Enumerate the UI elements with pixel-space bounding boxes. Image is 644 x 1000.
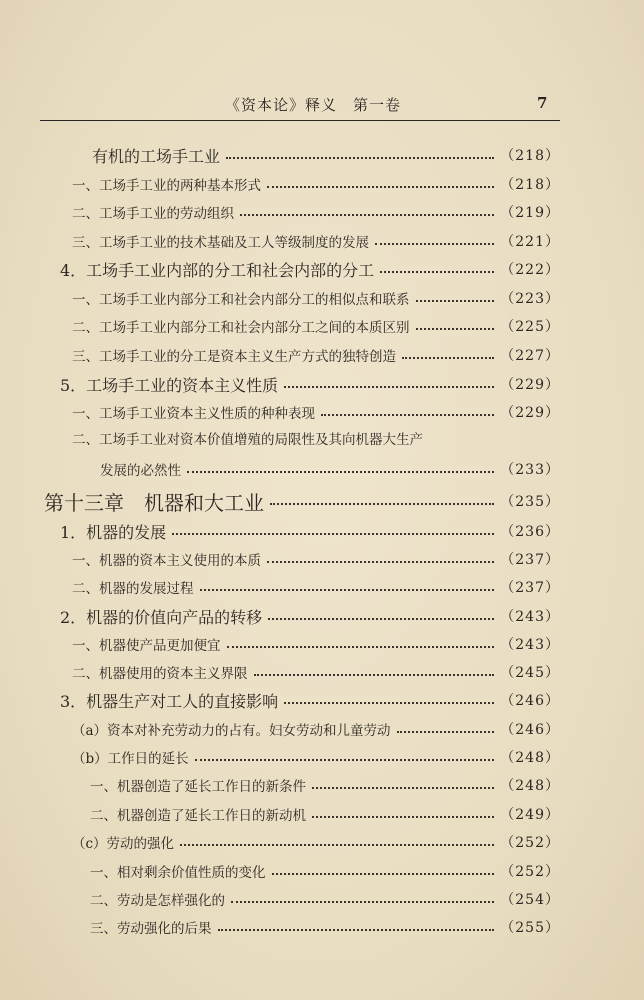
leader-dots — [416, 328, 495, 330]
toc-entry-label: 二、工场手工业内部分工和社会内部分工之间的本质区别 — [72, 320, 410, 336]
toc-entry[interactable] — [60, 256, 560, 282]
toc-entry-page: （243） — [500, 609, 560, 625]
toc-entry-label: 4．工场手工业内部的分工和社会内部的分工 — [60, 260, 375, 280]
toc-entry[interactable] — [72, 659, 560, 685]
toc-entry-label: 一、工场手工业内部分工和社会内部分工的相似点和联系 — [72, 292, 410, 308]
toc-entry-page: （218） — [500, 177, 560, 193]
leader-dots — [270, 503, 494, 505]
toc-entry[interactable] — [100, 456, 560, 482]
toc-entry[interactable] — [72, 631, 560, 657]
toc-entry[interactable] — [72, 716, 560, 742]
toc-entry-label: 有机的工场手工业 — [92, 146, 221, 166]
toc-entry-label: （b）工作日的延长 — [72, 751, 189, 767]
toc-entry-page: （225） — [500, 319, 560, 335]
toc-entry[interactable] — [72, 285, 560, 311]
leader-dots — [267, 561, 494, 563]
toc-entry-label: 一、相对剩余价值性质的变化 — [90, 865, 266, 881]
toc-entry-label: 二、机器的发展过程 — [72, 581, 194, 597]
leader-dots — [402, 357, 494, 359]
toc-entry-page: （246） — [500, 693, 560, 709]
toc-entry-label: 三、工场手工业的分工是资本主义生产方式的独特创造 — [72, 349, 396, 365]
toc-entry-label: 二、工场手工业的劳动组织 — [72, 206, 234, 222]
toc-entry[interactable] — [72, 228, 560, 254]
toc-entry[interactable] — [72, 313, 560, 339]
page-number: 7 — [537, 94, 548, 112]
leader-dots — [321, 414, 494, 416]
toc-entry-page: （248） — [500, 778, 560, 794]
toc-entry-page: （248） — [500, 750, 560, 766]
toc-entry-page: （252） — [500, 835, 560, 851]
toc-entry-page: （246） — [500, 722, 560, 738]
leader-dots — [226, 157, 494, 159]
leader-dots — [312, 787, 494, 789]
toc-entry[interactable] — [72, 744, 560, 770]
leader-dots — [231, 901, 494, 903]
leader-dots — [200, 589, 495, 591]
leader-dots — [272, 873, 495, 875]
toc-entry-page: （237） — [500, 552, 560, 568]
toc-entry-label: 二、机器创造了延长工作日的新动机 — [90, 808, 306, 824]
toc-entry-page: （223） — [500, 291, 560, 307]
toc-entry-page: （245） — [500, 665, 560, 681]
running-title: 《资本论》释义 第一卷 — [225, 96, 402, 114]
toc-entry-page: （221） — [500, 234, 560, 250]
toc-entry-label: 一、工场手工业的两种基本形式 — [72, 178, 261, 194]
leader-dots — [187, 471, 494, 473]
toc-entry-label: 一、机器的资本主义使用的本质 — [72, 553, 261, 569]
toc-entry[interactable] — [60, 518, 560, 544]
toc-entry-page: （229） — [500, 377, 560, 393]
toc-entry-page: （236） — [500, 524, 560, 540]
toc-entry[interactable] — [72, 342, 560, 368]
toc-entry-page: （219） — [500, 205, 560, 221]
toc-entry-page: （218） — [500, 148, 560, 164]
toc-entry[interactable] — [92, 142, 560, 168]
leader-dots — [268, 618, 494, 620]
toc-entry[interactable] — [60, 371, 560, 397]
toc-entry-page: （235） — [500, 494, 560, 510]
toc-chapter-entry[interactable] — [44, 488, 560, 514]
toc-entry-page: （254） — [500, 892, 560, 908]
leader-dots — [218, 929, 495, 931]
leader-dots — [312, 816, 494, 818]
toc-entry-label: 第十三章 机器和大工业 — [44, 490, 264, 515]
leader-dots — [380, 271, 494, 273]
toc-entry-label: （a）资本对补充劳动力的占有。妇女劳动和儿童劳动 — [72, 723, 391, 739]
toc-entry-label: 一、工场手工业资本主义性质的种种表现 — [72, 406, 315, 422]
leader-dots — [284, 386, 494, 388]
leader-dots — [254, 674, 495, 676]
leader-dots — [267, 186, 494, 188]
toc-entry-page: （252） — [500, 864, 560, 880]
toc-entry[interactable] — [72, 199, 560, 225]
toc-entry[interactable] — [90, 801, 560, 827]
leader-dots — [284, 702, 494, 704]
toc-entry-multiline-first[interactable]: 二、工场手工业对资本价值增殖的局限性及其向机器大生产 — [72, 432, 423, 448]
toc-entry-label: 2．机器的价值向产品的转移 — [60, 607, 263, 627]
toc-entry[interactable] — [90, 772, 560, 798]
toc-entry-label: 三、劳动强化的后果 — [90, 921, 212, 937]
leader-dots — [172, 533, 494, 535]
toc-entry[interactable] — [72, 546, 560, 572]
toc-entry-label: （c）劳动的强化 — [72, 836, 175, 852]
toc-entry[interactable] — [72, 574, 560, 600]
leader-dots — [375, 243, 494, 245]
toc-entry-page: （255） — [500, 920, 560, 936]
toc-entry-page: （233） — [500, 462, 560, 478]
leader-dots — [416, 300, 495, 302]
toc-entry-page: （249） — [500, 807, 560, 823]
toc-entry[interactable] — [60, 603, 560, 629]
toc-entry[interactable] — [90, 886, 560, 912]
toc-entry[interactable] — [72, 829, 560, 855]
leader-dots — [397, 731, 495, 733]
toc-entry-page: （227） — [500, 348, 560, 364]
toc-entry[interactable] — [90, 858, 560, 884]
toc-entry-label: 二、机器使用的资本主义界限 — [72, 666, 248, 682]
toc-entry-page: （237） — [500, 580, 560, 596]
toc-entry-label: 5．工场手工业的资本主义性质 — [60, 375, 279, 395]
toc-entry[interactable] — [90, 914, 560, 940]
toc-entry-label: 三、工场手工业的技术基础及工人等级制度的发展 — [72, 235, 369, 251]
toc-entry-label: 二、劳动是怎样强化的 — [90, 893, 225, 909]
toc-entry-label: 3．机器生产对工人的直接影响 — [60, 691, 279, 711]
toc-entry-page: （229） — [500, 405, 560, 421]
toc-entry-label: 一、机器创造了延长工作日的新条件 — [90, 779, 306, 795]
toc-entry[interactable] — [72, 171, 560, 197]
toc-entry-label: 发展的必然性 — [100, 463, 181, 479]
toc-entry-label: 1．机器的发展 — [60, 522, 167, 542]
leader-dots — [240, 214, 494, 216]
toc-entry-page: （243） — [500, 637, 560, 653]
toc-entry-label: 一、机器使产品更加便宜 — [72, 638, 221, 654]
leader-dots — [227, 646, 495, 648]
toc-entry[interactable] — [60, 687, 560, 713]
toc-entry[interactable] — [72, 399, 560, 425]
leader-dots — [195, 759, 495, 761]
leader-dots — [180, 844, 494, 846]
toc-entry-page: （222） — [500, 262, 560, 278]
